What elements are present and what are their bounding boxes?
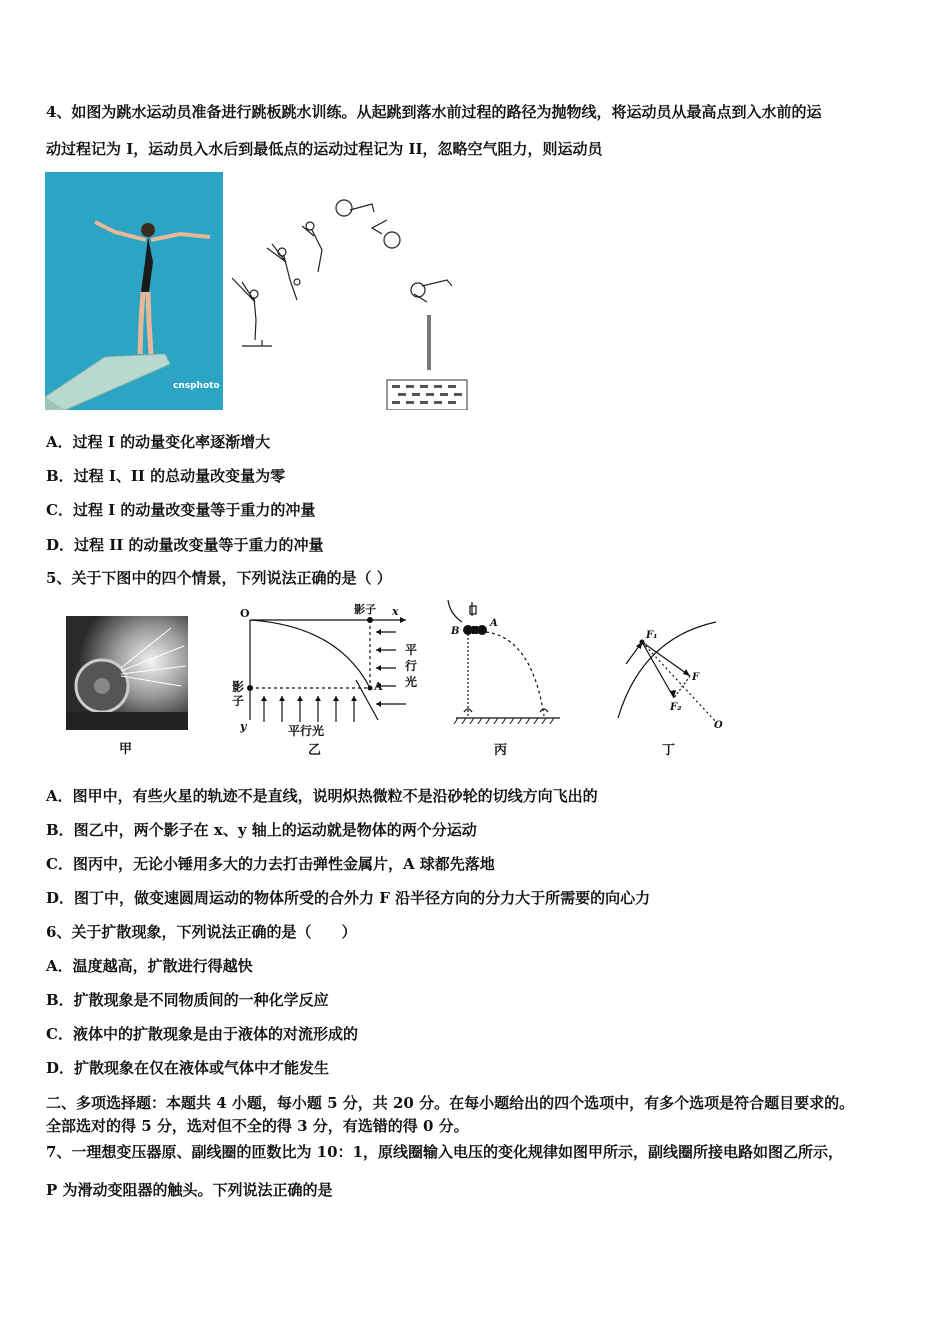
q6-option-a: A．温度越高，扩散进行得越快 xyxy=(46,957,253,975)
grinding-wheel-photo xyxy=(66,616,188,734)
label-point-a: A xyxy=(374,680,383,693)
label-ball-a: A xyxy=(490,618,498,629)
label-center-o: O xyxy=(714,720,723,730)
q7-stem-line2: P 为滑动变阻器的触头。下列说法正确的是 xyxy=(46,1181,333,1199)
falling-balls-diagram xyxy=(442,598,572,734)
caption-ding: 丁 xyxy=(662,743,676,758)
label-light-right: 平行光 xyxy=(405,643,418,689)
diving-sequence-figure xyxy=(222,190,472,414)
q5-option-a: A．图甲中，有些火星的轨迹不是直线，说明炽热微粒不是沿砂轮的切线方向飞出的 xyxy=(46,787,598,805)
section2-line2: 全部选对的得 5 分，选对但不全的得 3 分，有选错的得 0 分。 xyxy=(46,1117,469,1135)
q5-option-d: D．图丁中，做变速圆周运动的物体所受的合外力 F 沿半径方向的分力大于所需要的向心力 xyxy=(46,889,651,907)
q5-option-b: B．图乙中，两个影子在 x、y 轴上的运动就是物体的两个分运动 xyxy=(46,821,477,839)
q6-stem: 6、关于扩散现象，下列说法正确的是（ ） xyxy=(46,923,357,941)
label-light-bottom: 平行光 xyxy=(288,724,325,738)
q6-option-b: B．扩散现象是不同物质间的一种化学反应 xyxy=(46,991,329,1009)
q4-option-b: B．过程 I、II 的总动量改变量为零 xyxy=(46,467,286,485)
caption-yi: 乙 xyxy=(308,743,322,758)
section2-line1: 二、多项选择题：本题共 4 小题，每小题 5 分，共 20 分。在每小题给出的四个选项中，有多个选项是符合题目要求的。 xyxy=(46,1094,855,1112)
circular-motion-diagram xyxy=(612,618,732,734)
caption-bing: 丙 xyxy=(494,743,508,758)
q4-option-d: D．过程 II 的动量改变量等于重力的冲量 xyxy=(46,536,324,554)
label-shadow-top: 影子 xyxy=(354,603,376,616)
label-shadow-left: 影子 xyxy=(232,680,245,708)
q6-option-d: D．扩散现象在仅在液体或气体中才能发生 xyxy=(46,1059,330,1077)
q7-stem-line1: 7、一理想变压器原、副线圈的匝数比为 10：1，原线圈输入电压的变化规律如图甲所示，副线圈所接电路如图乙所示， xyxy=(46,1143,843,1161)
label-ball-b: B xyxy=(451,626,460,637)
q6-option-c: C．液体中的扩散现象是由于液体的对流形成的 xyxy=(46,1025,358,1043)
q4-option-a: A．过程 I 的动量变化率逐渐增大 xyxy=(46,433,271,451)
diver-photo xyxy=(45,172,223,410)
q4-stem-line2: 动过程记为 I，运动员入水后到最低点的运动过程记为 II，忽略空气阻力，则运动员 xyxy=(46,140,603,158)
q5-stem: 5、关于下图中的四个情景，下列说法正确的是（ ） xyxy=(46,569,392,587)
q4-stem-line1: 4、如图为跳水运动员准备进行跳板跳水训练。从起跳到落水前过程的路径为抛物线，将运动员从最高点到入水前的运 xyxy=(46,103,822,121)
label-f2: F₂ xyxy=(670,702,682,713)
label-f: F xyxy=(692,672,700,683)
q5-option-c: C．图丙中，无论小锤用多大的力去打击弹性金属片，A 球都先落地 xyxy=(46,855,495,873)
label-y-axis: y xyxy=(240,720,247,733)
label-f1: F₁ xyxy=(646,630,658,641)
photo-watermark: cnsphoto xyxy=(173,381,220,391)
q4-option-c: C．过程 I 的动量改变量等于重力的冲量 xyxy=(46,501,316,519)
label-x-axis: x xyxy=(392,605,399,618)
label-origin: O xyxy=(240,607,250,620)
caption-jia: 甲 xyxy=(119,742,133,757)
shadow-projection-diagram xyxy=(228,600,428,739)
